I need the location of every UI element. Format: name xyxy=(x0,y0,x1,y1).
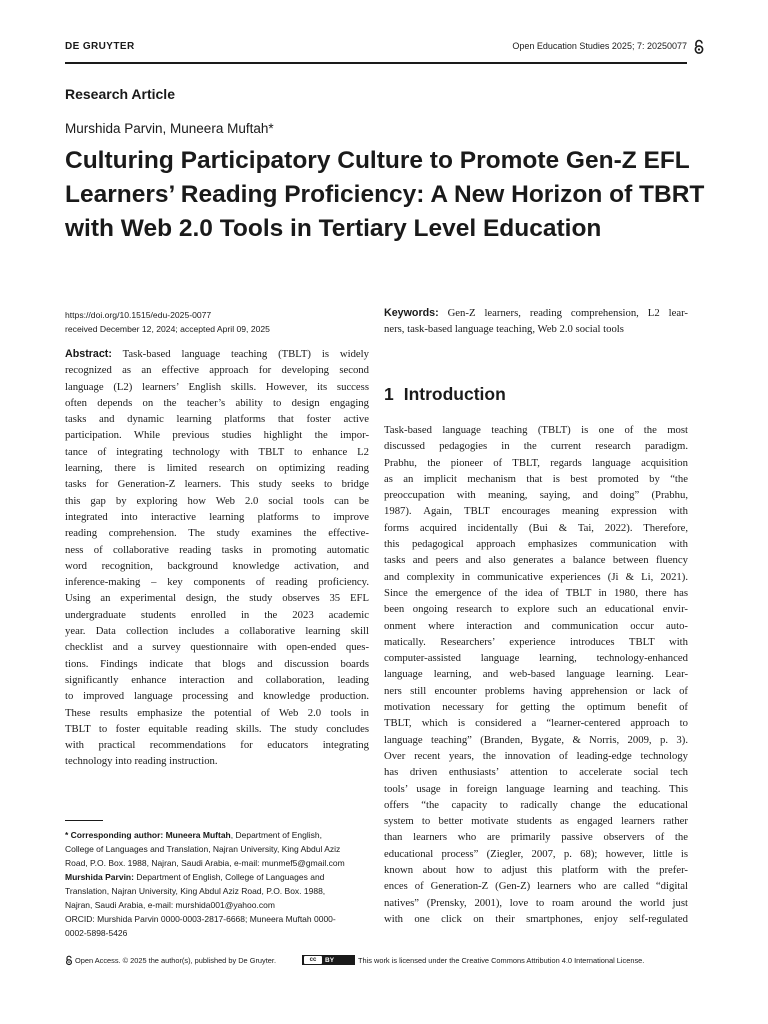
corresponding-author-label: * Corresponding author: Muneera Muftah xyxy=(65,830,231,840)
abstract-line: participation. While previous studies highlight the impor- xyxy=(65,429,369,442)
abstract-line: ness of collaborative reading tasks in promoting automatic xyxy=(65,543,369,556)
abstract-line: word recognition, background knowledge activation, and xyxy=(65,559,369,572)
abstract-line: to improved language processing and knowledge production. xyxy=(65,690,369,703)
copyright-notice: Open Access. © 2025 the author(s), published by De Gruyter. xyxy=(75,956,276,965)
body-line: natives” (Prensky, 2001), love to roam around the world just xyxy=(384,896,688,909)
body-line: has driven enthusiasts’ attention to accelerate social tech xyxy=(384,766,688,779)
section-heading-introduction xyxy=(384,384,506,405)
footnote-line: 0002-5898-5426 xyxy=(65,928,128,938)
abstract-line: These results emphasize the potential of Web 2.0 tools in xyxy=(65,706,369,719)
abstract-line: tance of integrating technology with TBLT to enhance L2 xyxy=(65,445,369,458)
by-icon: BY xyxy=(325,957,335,964)
body-line: ences of Generation-Z (Gen-Z) learners who are called “digital xyxy=(384,880,688,893)
footnote-line: * Corresponding author: Muneera Muftah, Department of English, xyxy=(65,830,322,840)
abstract-line: integrated into interactive learning platforms to improve xyxy=(65,510,369,523)
publisher-name: DE GRUYTER xyxy=(65,41,135,52)
body-line: tasks and peers and also generates a balance between fluency xyxy=(384,554,688,567)
body-line: Since the emergence of the idea of TBLT in 1980, there has xyxy=(384,586,688,599)
article-meta xyxy=(65,308,270,336)
footnote-divider xyxy=(65,820,103,821)
cc-by-license-badge[interactable] xyxy=(302,955,355,965)
body-line: this pedagogical approach emphasizes communication with xyxy=(384,538,688,551)
body-line: as an implicit mechanism that is best promoted by “the xyxy=(384,472,688,485)
abstract-line: inference-making – key components of reading proficiency. xyxy=(65,576,369,589)
body-line: motivation necessary for getting the optimum benefit of xyxy=(384,701,688,714)
body-line: Task-based language teaching (TBLT) is one of the most xyxy=(384,424,688,436)
abstract-line: checklist and a survey questionnaire with open-ended ques- xyxy=(65,641,369,654)
journal-citation: Open Education Studies 2025; 7: 20250077 xyxy=(512,41,687,51)
article-dates: received December 12, 2024; accepted April 09, 2025 xyxy=(65,324,270,334)
abstract-line: recognized as an effective approach for developing second xyxy=(65,364,369,377)
article-type: Research Article xyxy=(65,86,175,102)
body-line: Over recent years, the innovation of leading-edge technology xyxy=(384,749,688,762)
abstract-line: Using an experimental design, the study observes 35 EFL xyxy=(65,592,369,605)
footnote-line: ORCID: Murshida Parvin 0000-0003-2817-6668; Muneera Muftah 0000- xyxy=(65,914,336,924)
body-line: matically. Researchers’ experience introduces TBLT with xyxy=(384,635,688,648)
second-author-label: Murshida Parvin: xyxy=(65,872,134,882)
body-line: TBLT, which is considered a “learner-centered approach to xyxy=(384,717,688,730)
footnote-line: Translation, Najran University, King Abdul Aziz Road, P.O. Box. 1988, xyxy=(65,886,326,896)
keywords-line: ners, task-based language teaching, Web 2.0 social tools xyxy=(384,323,624,335)
abstract-line: undergraduate students enrolled in the 2023 academic xyxy=(65,608,369,621)
body-line: computer-assisted language learning, technology-enhanced xyxy=(384,652,688,665)
footnote-line: Road, P.O. Box. 1988, Najran, Saudi Arabia, e-mail: munmef5@gmail.com xyxy=(65,858,345,868)
abstract-line: language (L2) learners’ English skills. However, its success xyxy=(65,380,369,393)
footnote-line: Murshida Parvin: Department of English, College of Languages and xyxy=(65,872,325,882)
section-title: Introduction xyxy=(403,384,506,404)
body-line: with one click on their smartphones, enjoy self-regulated xyxy=(384,912,688,925)
abstract-label: Abstract: xyxy=(65,348,112,360)
abstract-line: learning, there is limited research on optimizing reading xyxy=(65,462,369,475)
body-line: known about how to adjust this platform with the prefer- xyxy=(384,864,688,877)
page-footer xyxy=(65,955,705,967)
body-line: language teaching” (Branden, Bygate, & Norris, 2009, p. 3). xyxy=(384,733,688,746)
author-footnote xyxy=(65,828,375,940)
body-line: discussed pedagogies in the current research paradigm. xyxy=(384,440,688,453)
abstract-line: tasks and dynamic learning platforms that foster active xyxy=(65,413,369,426)
section-number: 1 xyxy=(384,384,394,404)
introduction-body xyxy=(384,422,688,927)
abstract-line: often depends on the teacher’s ability to design engaging xyxy=(65,396,369,409)
footnote-line: College of Languages and Translation, Najran University, King Abdul Aziz xyxy=(65,844,341,854)
keywords-label: Keywords: xyxy=(384,307,439,319)
open-access-icon xyxy=(65,955,73,966)
abstract-line: this gap by exploring how Web 2.0 social tools can be xyxy=(65,494,369,507)
keywords-line: Keywords: Gen-Z learners, reading comprehension, L2 lear- xyxy=(384,307,688,319)
body-line: tools’ usage in foreign language learning and teaching. This xyxy=(384,782,688,795)
abstract-line: Abstract: Task-based language teaching (TBLT) is widely xyxy=(65,348,369,360)
abstract-line: tions. Findings indicate that blogs and discussion boards xyxy=(65,657,369,670)
body-line: educational process” (Ziegler, 2007, p. 68); however, little is xyxy=(384,847,688,860)
body-line: language learning, and web-based language learning. Lear- xyxy=(384,668,688,681)
abstract-line: technology into reading instruction. xyxy=(65,755,218,768)
header-divider xyxy=(65,62,687,64)
body-line: 1987). Again, TBLT encourages meaning expression with xyxy=(384,505,688,518)
abstract xyxy=(65,346,369,770)
body-line: offers “the capacity to radically change the educational xyxy=(384,798,688,811)
abstract-line: TBLT to foster equitable reading skills. The study concludes xyxy=(65,722,369,735)
body-line: onment where interaction and communication occur auto- xyxy=(384,619,688,632)
body-line: than learners who are primarily passive observers of the xyxy=(384,831,688,844)
body-line: preoccupation with meaning, saying, and doing” (Prabhu, xyxy=(384,489,688,502)
body-line: been ongoing research to explore such an educational envir- xyxy=(384,603,688,616)
footnote-line: Najran, Saudi Arabia, e-mail: murshida001@yahoo.com xyxy=(65,900,275,910)
running-header xyxy=(65,41,705,57)
author-list: Murshida Parvin, Muneera Muftah* xyxy=(65,121,274,136)
abstract-line: significantly enhance interaction and collaboration, leading xyxy=(65,673,369,686)
open-access-icon xyxy=(693,39,705,55)
body-line: Prabhu, the pioneer of TBLT, regards language acquisition xyxy=(384,456,688,469)
abstract-line: year. Data collection includes a collaborative learning skill xyxy=(65,625,369,638)
abstract-line: tasks for Generation-Z learners. This study seeks to bridge xyxy=(65,478,369,491)
body-line: ners still encounter problems having apprehension or lack of xyxy=(384,684,688,697)
body-line: forms acquired incidentally (Bui & Tai, 2022). Therefore, xyxy=(384,521,688,534)
body-line: system to better motivate students as engaged learners rather xyxy=(384,815,688,828)
keywords xyxy=(384,305,688,337)
abstract-line: reading comprehension. The study examines the effective- xyxy=(65,527,369,540)
abstract-line: with practical recommendations for educators integrating xyxy=(65,739,369,752)
license-notice: This work is licensed under the Creative Commons Attribution 4.0 International License. xyxy=(358,956,645,965)
cc-icon: cc xyxy=(304,956,322,964)
doi-link[interactable]: https://doi.org/10.1515/edu-2025-0077 xyxy=(65,310,212,320)
body-line: and complexity in communicative experiences (Ji & Li, 2021). xyxy=(384,570,688,583)
article-title: Culturing Participatory Culture to Promote Gen-Z EFL Learners’ Reading Proficiency: A New Horizon of TBRT with Web 2.0 Tools in Tertiary Level Education xyxy=(65,147,705,242)
